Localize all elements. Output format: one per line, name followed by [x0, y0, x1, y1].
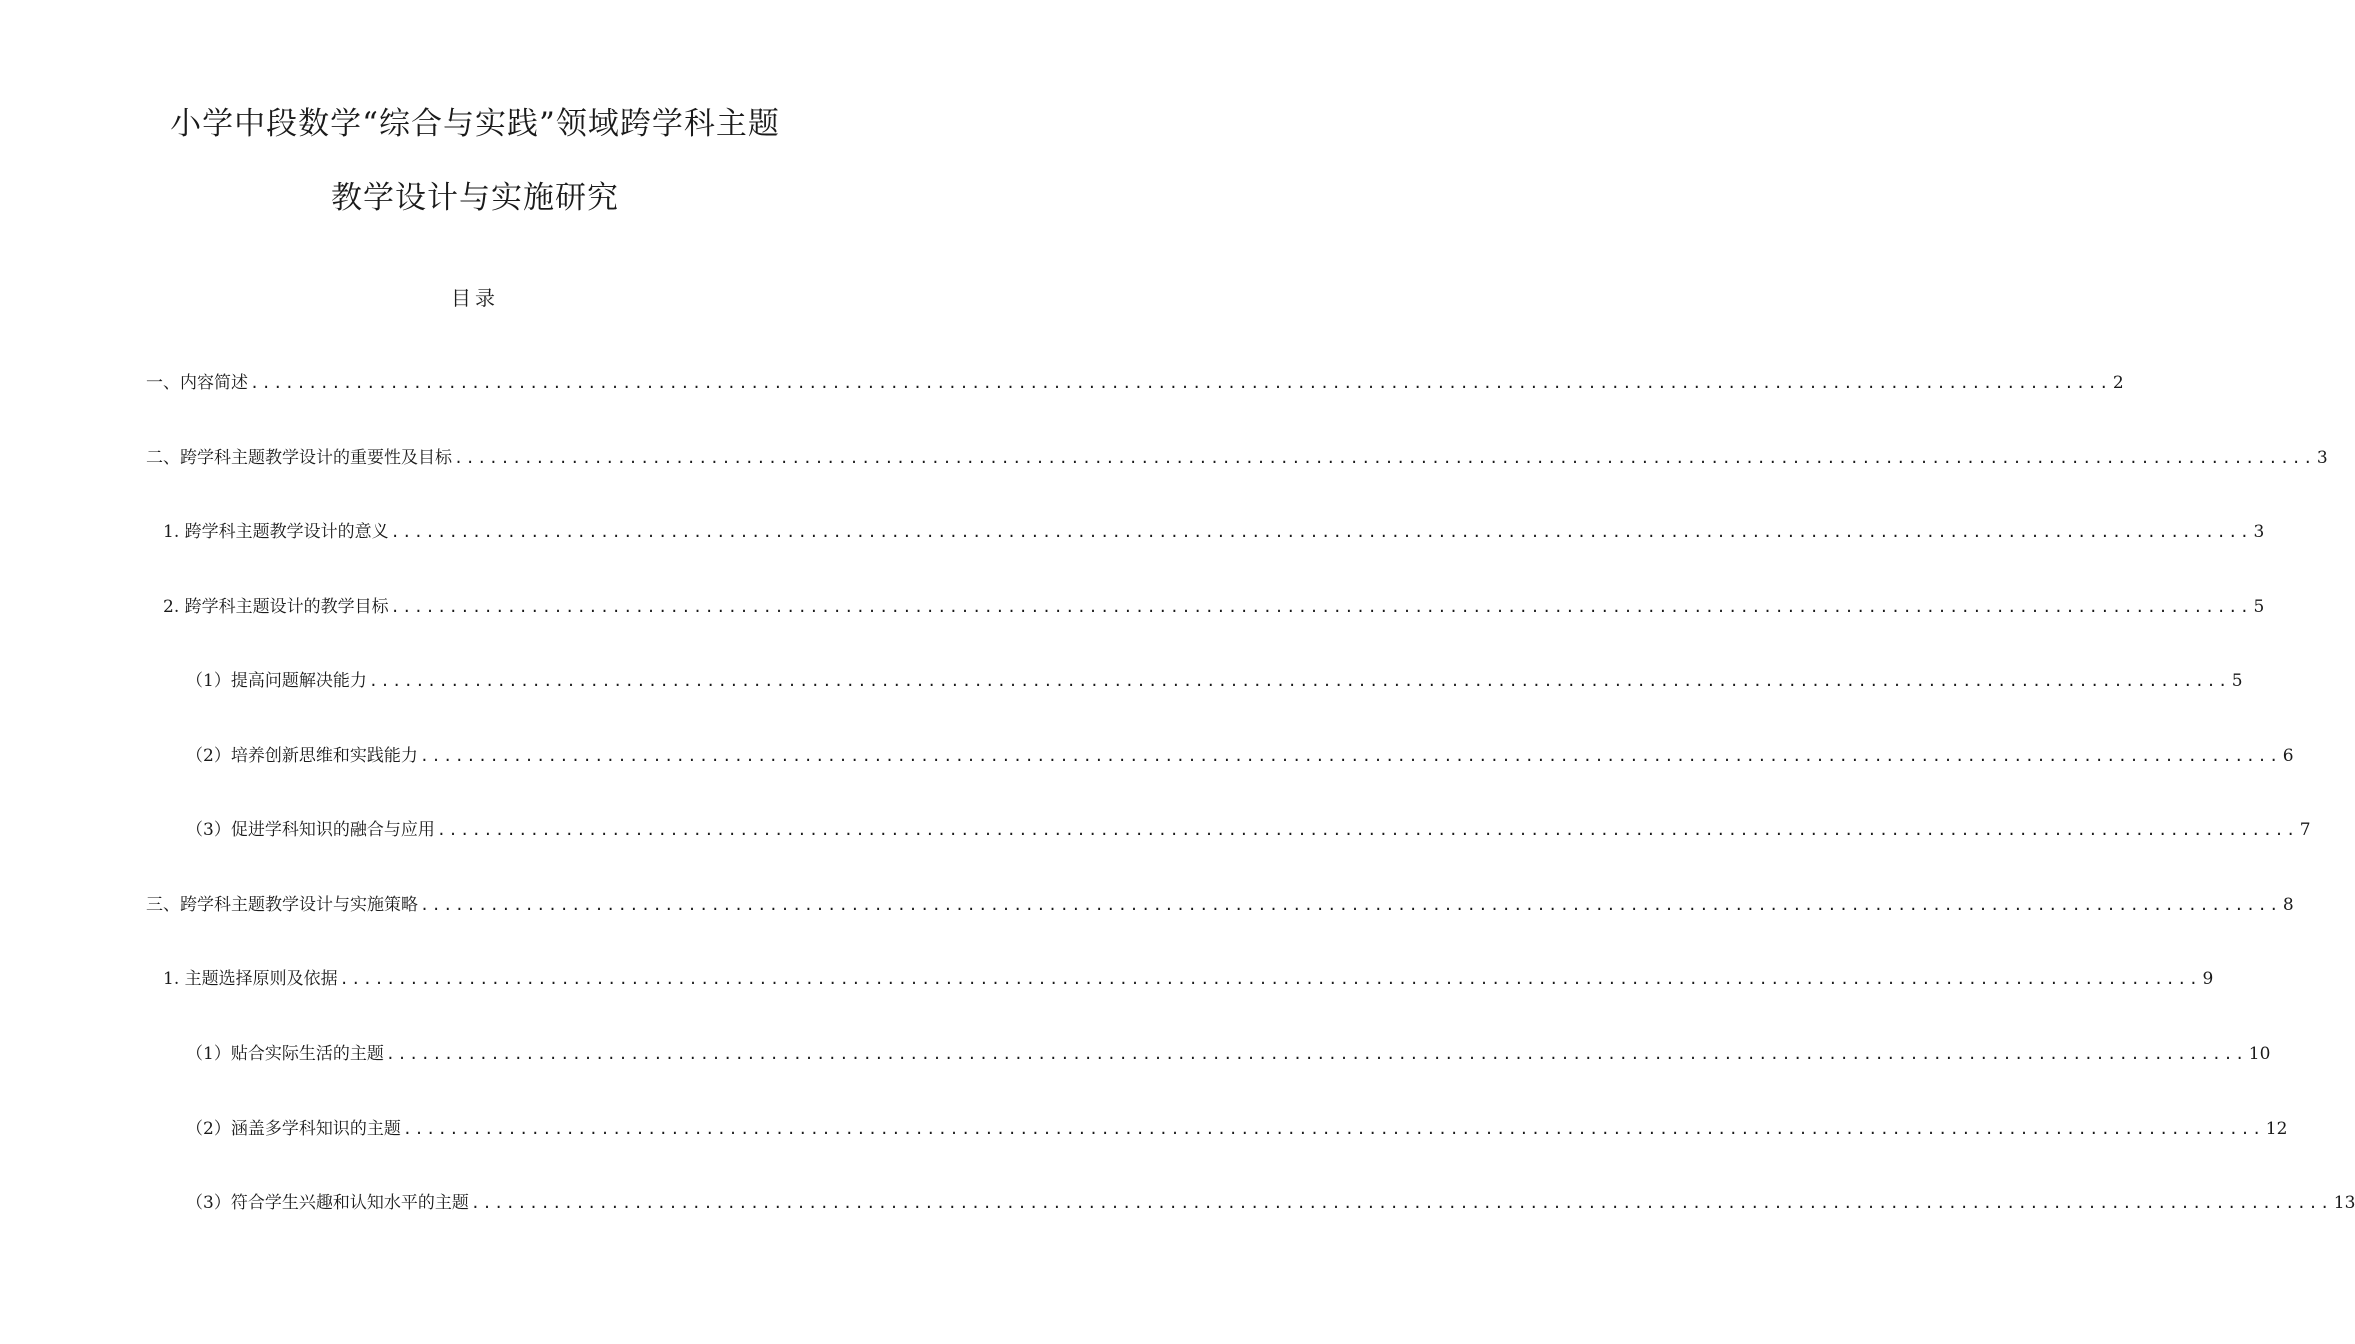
toc-entry[interactable] — [146, 445, 2328, 471]
toc-leader-dots: ................................................................................................................................................................ — [436, 821, 2298, 839]
toc-leader-dots: ................................................................................................................................................................ — [250, 374, 2111, 392]
toc-entry-label: 1. 跨学科主题教学设计的意义 — [163, 522, 389, 542]
toc-entry-page: 3 — [2253, 522, 2265, 542]
toc-entry-label: （1）贴合实际生活的主题 — [186, 1044, 384, 1064]
toc-entry-label: （2）涵盖多学科知识的主题 — [186, 1119, 401, 1139]
toc-entry[interactable] — [186, 668, 2243, 694]
toc-entry[interactable] — [186, 1041, 2271, 1067]
document-title-line-1: 小学中段数学“综合与实践”领域跨学科主题 — [170, 106, 780, 142]
toc-entry-label: （2）培养创新思维和实践能力 — [186, 746, 418, 766]
toc-leader-dots: ................................................................................................................................................................ — [390, 523, 2252, 541]
document-title-line-2: 教学设计与实施研究 — [331, 180, 619, 216]
toc-entry-page: 9 — [2202, 969, 2214, 989]
toc-entry-label: （3）促进学科知识的融合与应用 — [186, 820, 435, 840]
toc-entry-page: 5 — [2253, 597, 2265, 617]
toc-entry[interactable] — [186, 1116, 2288, 1142]
toc-leader-dots: ................................................................................................................................................................ — [390, 598, 2252, 616]
toc-entry-page: 8 — [2282, 895, 2294, 915]
toc-entry-page: 13 — [2333, 1193, 2355, 1213]
toc-leader-dots: ................................................................................................................................................................ — [368, 672, 2230, 690]
toc-entry-label: 2. 跨学科主题设计的教学目标 — [163, 597, 389, 617]
toc-entry[interactable] — [163, 594, 2265, 620]
toc-heading: 目录 — [451, 286, 499, 310]
toc-entry[interactable] — [146, 892, 2294, 918]
toc-entry-page: 10 — [2248, 1044, 2271, 1064]
toc-leader-dots: ................................................................................................................................................................ — [339, 970, 2201, 988]
toc-leader-dots: ................................................................................................................................................................ — [470, 1194, 2332, 1212]
toc-entry[interactable] — [146, 370, 2124, 396]
toc-entry-page: 5 — [2231, 671, 2243, 691]
toc-entry-label: 三、跨学科主题教学设计与实施策略 — [146, 895, 418, 915]
toc-entry-label: 一、内容简述 — [146, 373, 248, 393]
toc-entry-page: 7 — [2299, 820, 2311, 840]
toc-entry-label: 二、跨学科主题教学设计的重要性及目标 — [146, 448, 452, 468]
toc-leader-dots: ................................................................................................................................................................ — [419, 747, 2281, 765]
toc-leader-dots: ................................................................................................................................................................ — [420, 896, 2281, 914]
toc-leader-dots: ................................................................................................................................................................ — [454, 449, 2315, 467]
toc-entry-page: 3 — [2316, 448, 2328, 468]
toc-entry[interactable] — [163, 519, 2265, 545]
toc-entry[interactable] — [163, 966, 2214, 992]
toc-leader-dots: ................................................................................................................................................................ — [402, 1120, 2264, 1138]
toc-entry-page: 2 — [2112, 373, 2124, 393]
toc-leader-dots: ................................................................................................................................................................ — [385, 1045, 2247, 1063]
toc-entry-label: （3）符合学生兴趣和认知水平的主题 — [186, 1193, 469, 1213]
toc-entry-page: 6 — [2282, 746, 2294, 766]
toc-entry-page: 12 — [2265, 1119, 2288, 1139]
toc-entry-label: 1. 主题选择原则及依据 — [163, 969, 338, 989]
toc-entry[interactable] — [186, 817, 2311, 843]
toc-entry-label: （1）提高问题解决能力 — [186, 671, 367, 691]
toc-entry[interactable] — [186, 743, 2294, 769]
toc-entry[interactable] — [186, 1190, 2355, 1216]
